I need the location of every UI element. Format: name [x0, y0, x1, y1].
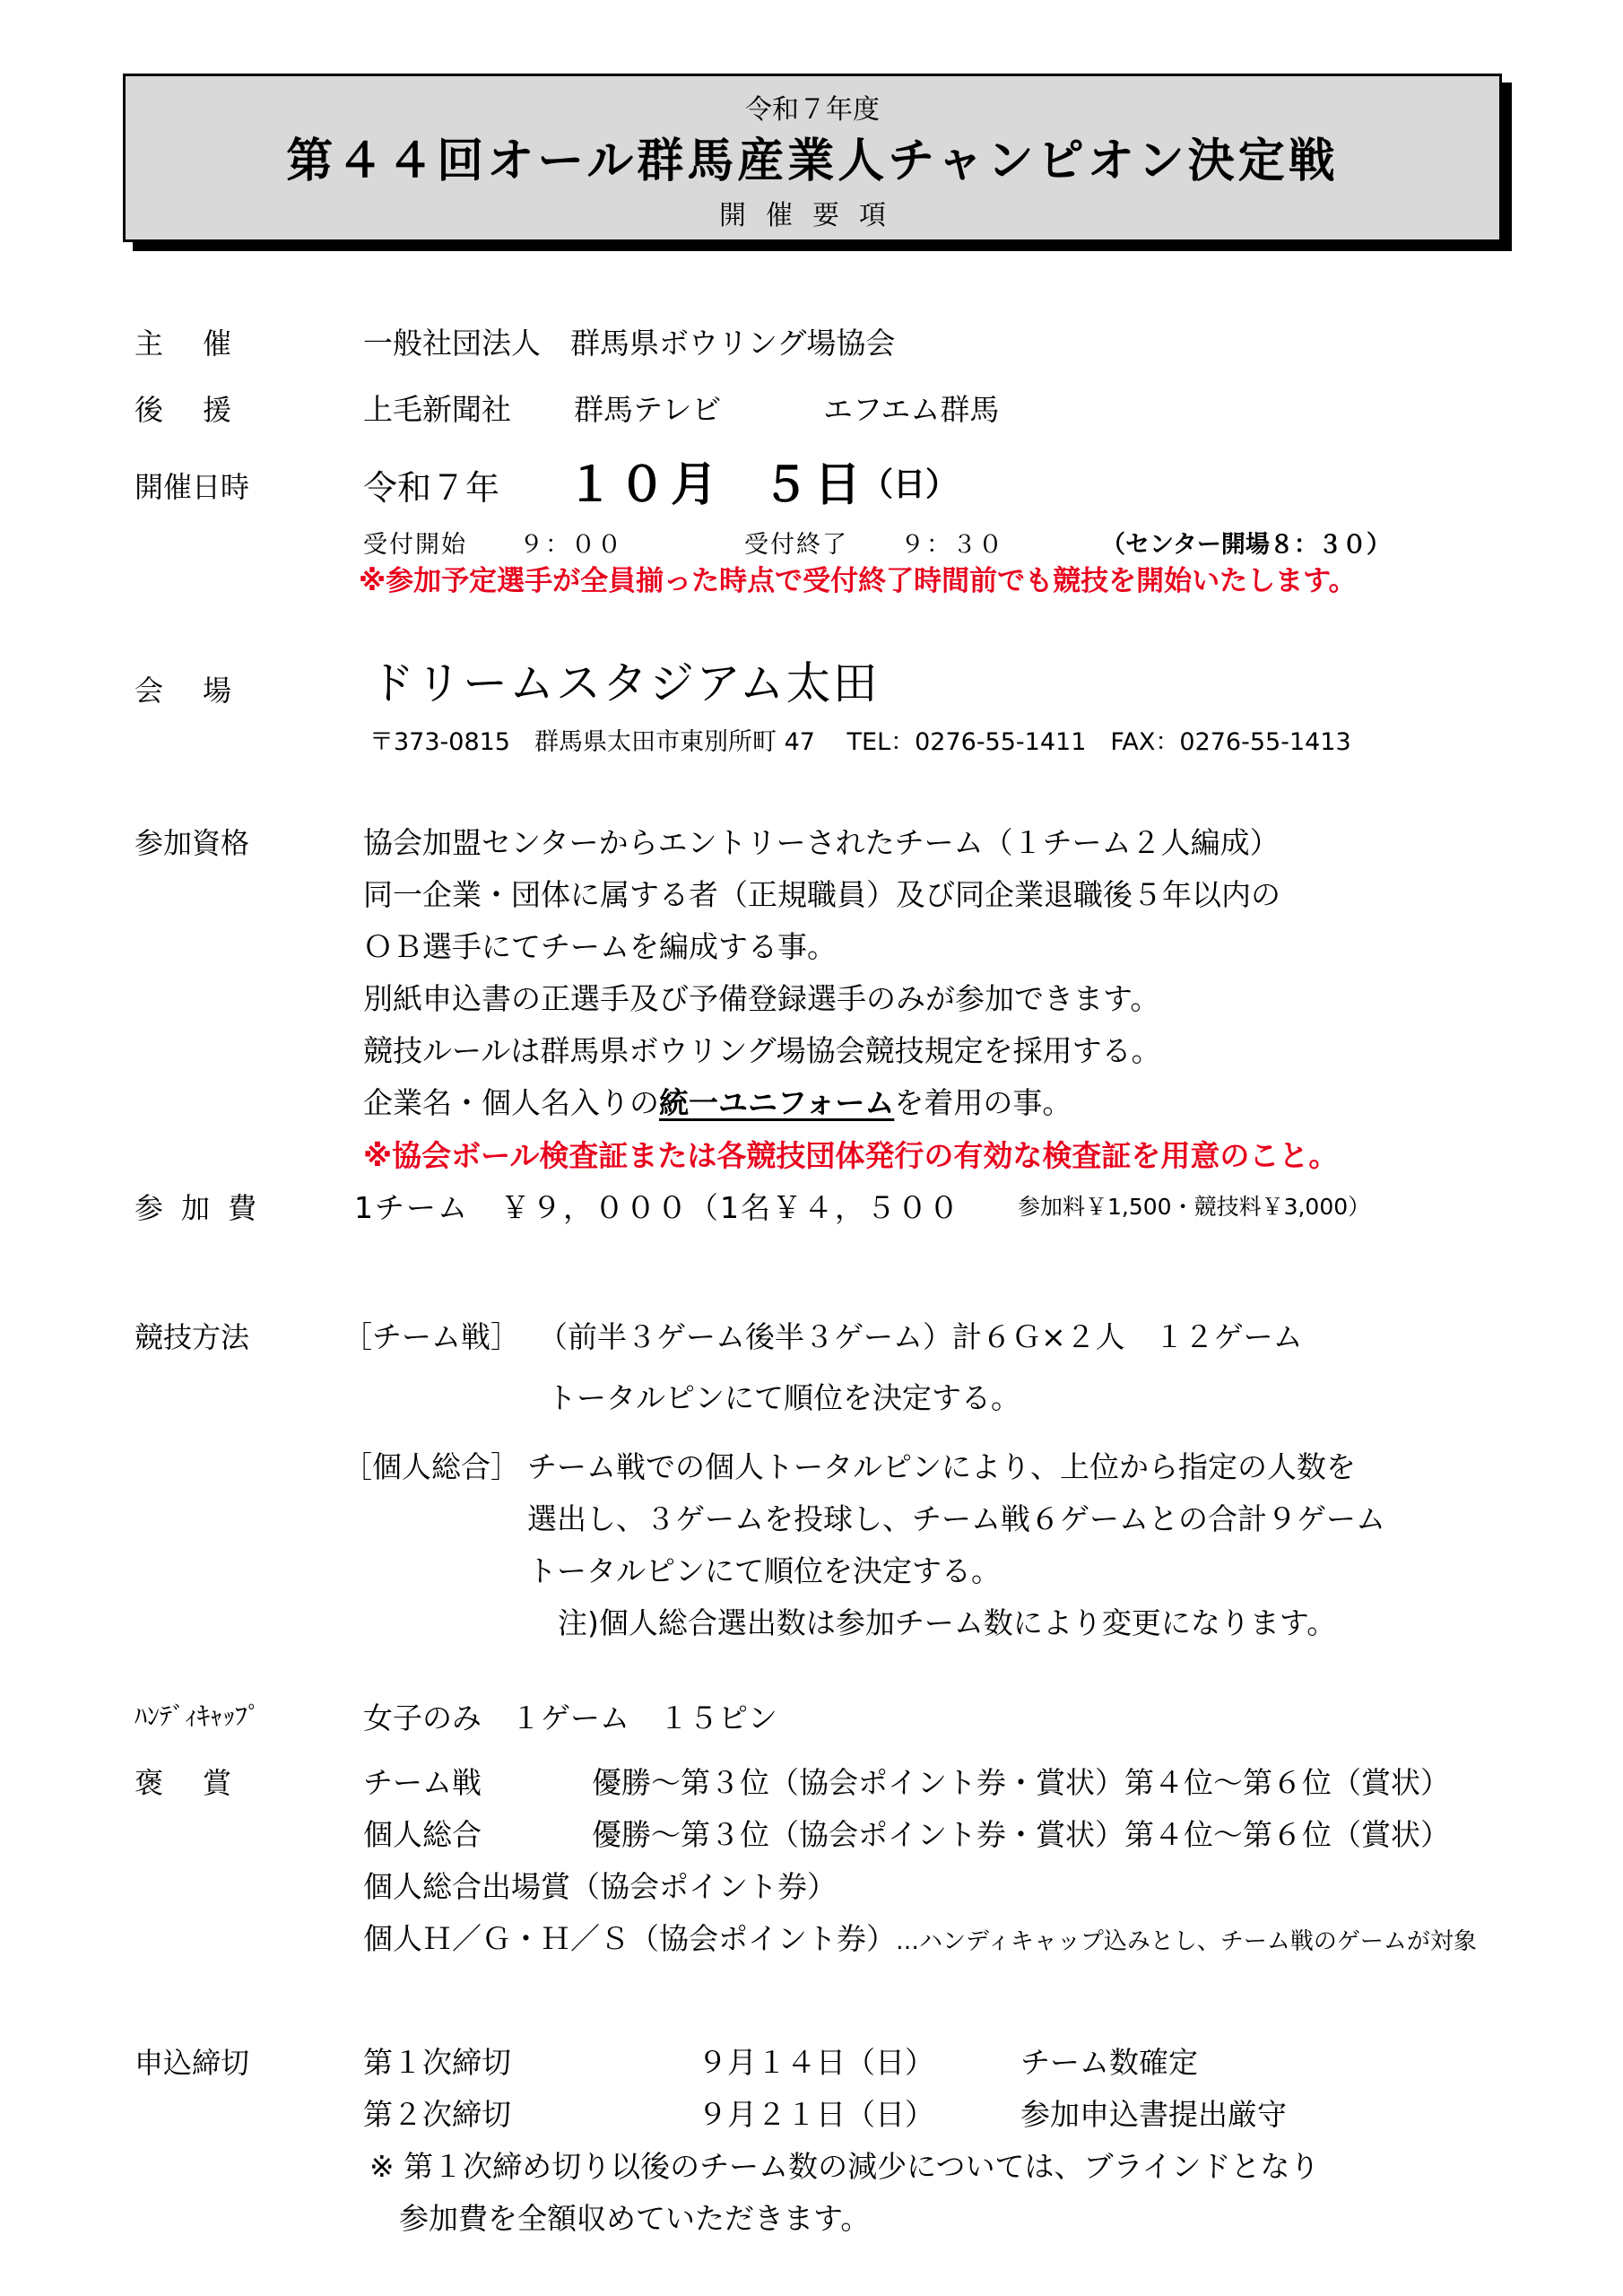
deadline-2-note: 参加申込書提出厳守	[1020, 2097, 1287, 2132]
indiv-line-1: チーム戦での個人トータルピンにより、上位から指定の人数を	[527, 1449, 1356, 1484]
eligibility-line-1: 協会加盟センターからエントリーされたチーム（１チーム２人編成）	[363, 825, 1280, 860]
reception-start: 受付開始 ９：００	[363, 531, 623, 559]
deadline-remark-1: ※ 第１次締め切り以後のチーム数の減少については、ブラインドとなり	[369, 2149, 1320, 2184]
eligibility-label: 参加資格	[135, 826, 250, 860]
team-line-2: トータルピンにて順位を決定する。	[547, 1380, 1020, 1415]
deadline-1-name: 第１次締切	[363, 2045, 511, 2080]
deadline-2-name: 第２次締切	[363, 2097, 511, 2132]
award-hg-note: …ハンディキャップ込みとし、チーム戦のゲームが対象	[896, 1928, 1477, 1955]
indiv-line-3: トータルピンにて順位を決定する。	[527, 1553, 1001, 1588]
method-label: 競技方法	[135, 1320, 250, 1354]
award-team-name: チーム戦	[363, 1765, 482, 1800]
fee-label: 参加費	[135, 1191, 275, 1225]
date-month: １０月	[567, 458, 724, 512]
deadline-1-date: ９月１４日（日）	[698, 2045, 934, 2080]
eligibility-line-3: ＯＢ選手にてチームを編成する事。	[363, 929, 837, 964]
sponsor-1: 上毛新聞社	[363, 392, 511, 427]
organizer-value: 一般社団法人 群馬県ボウリング場協会	[363, 326, 896, 361]
support-label: 後援	[135, 393, 272, 427]
date-day: ５日	[762, 458, 867, 512]
date-weekday: （日）	[861, 466, 959, 503]
deadline-remark-2: 参加費を全額収めていただきます。	[399, 2201, 871, 2236]
start-note: ※参加予定選手が全員揃った時点で受付終了時間前でも競技を開始いたします。	[359, 565, 1357, 597]
page-title: 第４４回オール群馬産業人チャンピオン決定戦	[286, 135, 1339, 188]
date-label: 開催日時	[135, 470, 250, 504]
team-tag: ［チーム戦］	[343, 1319, 520, 1354]
eligibility-line-2: 同一企業・団体に属する者（正規職員）及び同企業退職後５年以内の	[363, 877, 1280, 912]
sponsor-3: エフエム群馬	[823, 392, 1000, 427]
handicap-value: 女子のみ １ゲーム １５ピン	[363, 1700, 777, 1735]
venue-address: 〒373-0815 群馬県太田市東別所町 47 TEL：0276-55-1411 FAX：0276-55-1413	[369, 728, 1351, 756]
indiv-tag: ［個人総合］	[343, 1449, 520, 1484]
header-box	[123, 74, 1502, 242]
reception-end: 受付終了 ９：３０	[744, 531, 1004, 559]
eligibility-uniform	[363, 1080, 1072, 1122]
uniform-pre: 企業名・個人名入りの	[363, 1085, 659, 1120]
deadline-2-date: ９月２１日（日）	[698, 2097, 934, 2132]
fee-detail: 参加料￥1,500・競技料￥3,000）	[1018, 1194, 1371, 1220]
uniform-emphasis: 統一ユニフォーム	[659, 1085, 895, 1120]
award-indiv-value: 優勝～第３位（協会ポイント券・賞状）第４位～第６位（賞状）	[592, 1817, 1450, 1852]
center-open: （センター開場８：３０）	[1101, 531, 1391, 559]
header-year: 令和７年度	[745, 94, 880, 126]
award-appearance: 個人総合出場賞（協会ポイント券）	[363, 1869, 837, 1904]
indiv-line-2: 選出し、３ゲームを投球し、チーム戦６ゲームとの合計９ゲーム	[527, 1501, 1385, 1536]
header-subtitle: 開催要項	[719, 200, 906, 231]
deadline-1-note: チーム数確定	[1020, 2045, 1198, 2080]
award-hg	[363, 1916, 1477, 1958]
awards-label: 褒賞	[135, 1766, 272, 1800]
inspection-note: ※協会ボール検査証または各競技団体発行の有効な検査証を用意のこと。	[363, 1138, 1339, 1173]
indiv-note: 注)個人総合選出数は参加チーム数により変更になります。	[558, 1605, 1337, 1640]
sponsor-2: 群馬テレビ	[574, 392, 722, 427]
venue-name: ドリームスタジアム太田	[369, 657, 880, 709]
date-era: 令和７年	[363, 468, 500, 508]
team-line-1: （前半３ゲーム後半３ゲーム）計６Ｇ×２人 １２ゲーム	[538, 1319, 1303, 1354]
eligibility-line-4: 別紙申込書の正選手及び予備登録選手のみが参加できます。	[363, 981, 1160, 1016]
organizer-label: 主催	[135, 326, 272, 361]
deadline-label: 申込締切	[135, 2046, 250, 2080]
eligibility-line-5: 競技ルールは群馬県ボウリング場協会競技規定を採用する。	[363, 1033, 1161, 1068]
uniform-post: を着用の事。	[894, 1085, 1072, 1120]
award-hg-main: 個人Ｈ／Ｇ・Ｈ／Ｓ（協会ポイント券）	[363, 1921, 896, 1956]
award-team-value: 優勝～第３位（協会ポイント券・賞状）第４位～第６位（賞状）	[592, 1765, 1450, 1800]
handicap-label: ﾊﾝﾃﾞｨｷｬｯﾌﾟ	[135, 1701, 261, 1731]
award-indiv-name: 個人総合	[363, 1817, 482, 1852]
venue-label: 会場	[135, 674, 272, 708]
fee-main: 1チーム ￥９，０００（1名￥４，５００	[354, 1190, 960, 1225]
